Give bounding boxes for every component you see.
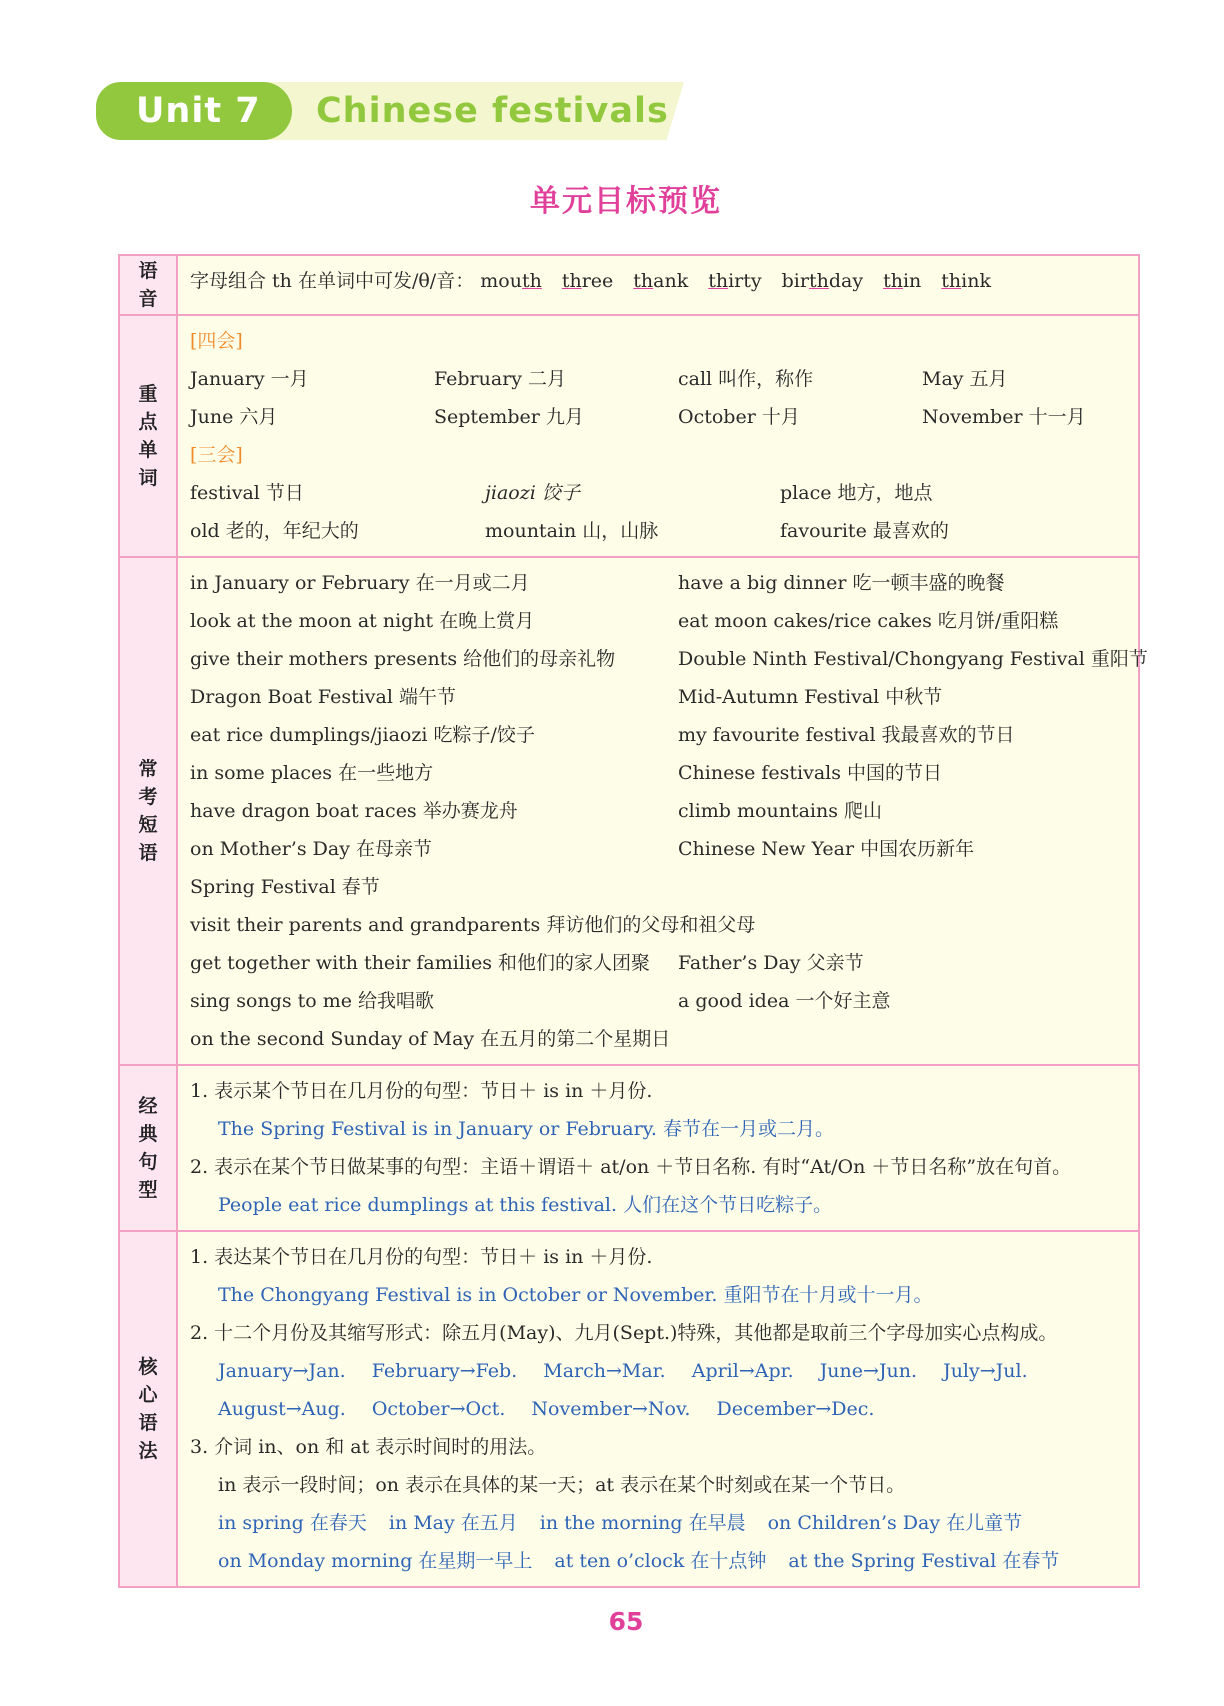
preposition-examples <box>190 1504 1128 1542</box>
phrase-item: Father’s Day 父亲节 <box>678 952 864 974</box>
preposition-example: on Children’s Day 在儿童节 <box>767 1512 1023 1534</box>
phrases-category: 常考短语 <box>119 557 177 1065</box>
phrase-item: my favourite festival 我最喜欢的节日 <box>678 724 1015 746</box>
grammar-row <box>119 1231 1139 1587</box>
vocab-word: festival 节日 <box>190 482 304 504</box>
vocab-word: call 叫作，称作 <box>678 368 814 390</box>
phonics-word: three <box>561 270 614 292</box>
phrase-item: Chinese festivals 中国的节日 <box>678 762 943 784</box>
phrase-item: eat moon cakes/rice cakes 吃月饼/重阳糕 <box>678 610 1059 632</box>
phrase-item: sing songs to me 给我唱歌 <box>190 990 435 1012</box>
grammar-content <box>177 1231 1139 1587</box>
vocabulary-row <box>119 315 1139 557</box>
month-abbreviation: April→Apr. <box>691 1360 794 1382</box>
month-abbreviation: November→Nov. <box>531 1398 691 1420</box>
vocabulary-content <box>177 315 1139 557</box>
phrase-item: climb mountains 爬山 <box>678 800 883 822</box>
phrase-item: look at the moon at night 在晚上赏月 <box>190 610 535 632</box>
month-abbreviation: January→Jan. <box>218 1360 346 1382</box>
phonics-word: birthday <box>781 270 864 292</box>
month-abbreviation: June→Jun. <box>819 1360 918 1382</box>
phonics-th: th <box>708 270 729 292</box>
phonics-category: 语音 <box>119 255 177 315</box>
sentence-rule: 1. 表示某个节日在几月份的句型：节日＋ is in ＋月份. <box>190 1080 653 1102</box>
phrases-content <box>177 557 1148 1065</box>
month-abbreviation: February→Feb. <box>371 1360 518 1382</box>
page-heading: 单元目标预览 <box>530 184 722 219</box>
vocab-word-italic: jiaozi 饺子 <box>485 482 580 504</box>
phrase-item: a good idea 一个好主意 <box>678 990 891 1012</box>
phonics-th: th <box>941 270 962 292</box>
vocab-word: May 五月 <box>922 368 1008 390</box>
phrase-item <box>678 1020 1138 1058</box>
grammar-example: The Chongyang Festival is in October or November. 重阳节在十月或十一月。 <box>218 1284 933 1306</box>
month-abbreviations <box>190 1352 1128 1390</box>
phrase-item: get together with their families 和他们的家人团聚 <box>190 952 651 974</box>
phonics-word: thirty <box>708 270 762 292</box>
unit-banner <box>96 82 684 140</box>
vocab-word: September 九月 <box>434 406 584 428</box>
unit-title: Chinese festivals <box>316 91 669 131</box>
vocab-word: October 十月 <box>678 406 800 428</box>
phrase-item: have dragon boat races 举办赛龙舟 <box>190 800 518 822</box>
page-number: 65 <box>608 1607 644 1636</box>
phonics-word: thin <box>883 270 922 292</box>
phonics-word: mouth <box>480 270 542 292</box>
phrase-item: Dragon Boat Festival 端午节 <box>190 686 456 708</box>
vocab-word: old 老的，年纪大的 <box>190 520 359 542</box>
grammar-rule: 1. 表达某个节日在几月份的句型：节日＋ is in ＋月份. <box>190 1246 653 1268</box>
three-skills-tag: [三会] <box>190 444 243 466</box>
phrase-item <box>678 868 1138 906</box>
phonics-th: th <box>633 270 654 292</box>
phonics-th: th <box>521 270 542 292</box>
preposition-example: in spring 在春天 <box>218 1512 367 1534</box>
phrase-item <box>678 906 1138 944</box>
sentence-example: The Spring Festival is in January or February. 春节在一月或二月。 <box>218 1118 834 1140</box>
month-abbreviation: July→Jul. <box>943 1360 1028 1382</box>
phonics-word: thank <box>633 270 689 292</box>
phonics-words <box>480 270 1011 292</box>
four-skills-tag: [四会] <box>190 330 243 352</box>
preposition-example: at the Spring Festival 在春节 <box>788 1550 1060 1572</box>
phrase-item: have a big dinner 吃一顿丰盛的晚餐 <box>678 572 1005 594</box>
unit-label: Unit 7 <box>96 82 292 140</box>
month-abbreviations <box>190 1390 1128 1428</box>
sentence-example: People eat rice dumplings at this festival. 人们在这个节日吃粽子。 <box>218 1194 833 1216</box>
phonics-th: th <box>883 270 903 292</box>
sentences-row <box>119 1065 1139 1231</box>
phrase-item: Spring Festival 春节 <box>190 876 380 898</box>
phrase-item: give their mothers presents 给他们的母亲礼物 <box>190 648 616 670</box>
month-abbreviation: December→Dec. <box>716 1398 875 1420</box>
phonics-rule: 字母组合 th 在单词中可发/θ/音： <box>190 270 475 292</box>
four-skills-words <box>190 360 1128 436</box>
vocab-word: January 一月 <box>190 368 309 390</box>
preposition-example: on Monday morning 在星期一早上 <box>218 1550 533 1572</box>
vocab-word: June 六月 <box>190 406 278 428</box>
phonics-content <box>177 255 1139 315</box>
preposition-examples <box>190 1542 1128 1580</box>
vocab-word: November 十一月 <box>922 406 1086 428</box>
vocabulary-category: 重点单词 <box>119 315 177 557</box>
phrase-item: Chinese New Year 中国农历新年 <box>678 838 975 860</box>
phrase-item: Mid-Autumn Festival 中秋节 <box>678 686 943 708</box>
vocab-word <box>485 474 780 512</box>
phonics-th: th <box>808 270 829 292</box>
vocab-word: place 地方，地点 <box>780 482 933 504</box>
grammar-rule: 2. 十二个月份及其缩写形式：除五月(May)、九月(Sept.)特殊，其他都是取前三个字母加实心点构成。 <box>190 1322 1058 1344</box>
month-abbreviation: October→Oct. <box>371 1398 506 1420</box>
grammar-category: 核心语法 <box>119 1231 177 1587</box>
vocab-word: mountain 山，山脉 <box>485 520 659 542</box>
preposition-example: in the morning 在早晨 <box>539 1512 746 1534</box>
grammar-rule: 3. 介词 in、on 和 at 表示时间时的用法。 <box>190 1436 547 1458</box>
phonics-word: think <box>941 270 991 292</box>
phrases-grid <box>190 564 1148 1058</box>
phrase-item: on Mother’s Day 在母亲节 <box>190 838 432 860</box>
phrase-item: eat rice dumplings/jiaozi 吃粽子/饺子 <box>190 724 535 746</box>
phrases-row <box>119 557 1139 1065</box>
phrase-item: visit their parents and grandparents 拜访他们的父母和祖父母 <box>190 914 756 936</box>
phrase-item: in January or February 在一月或二月 <box>190 572 530 594</box>
phonics-th: th <box>561 270 582 292</box>
vocab-word: February 二月 <box>434 368 567 390</box>
grammar-explanation: in 表示一段时间；on 表示在具体的某一天；at 表示在某个时刻或在某一个节日。 <box>218 1474 906 1496</box>
vocab-word: favourite 最喜欢的 <box>780 520 949 542</box>
preposition-example: at ten o’clock 在十点钟 <box>554 1550 767 1572</box>
month-abbreviation: March→Mar. <box>543 1360 666 1382</box>
phrase-item: Double Ninth Festival/Chongyang Festival 重阳节 <box>678 648 1148 670</box>
sentences-content <box>177 1065 1139 1231</box>
phrase-item: in some places 在一些地方 <box>190 762 434 784</box>
month-abbreviation: August→Aug. <box>218 1398 346 1420</box>
three-skills-words <box>190 474 1128 550</box>
sentence-rule: 2. 表示在某个节日做某事的句型：主语＋谓语＋ at/on ＋节日名称. 有时“At/On ＋节日名称”放在句首。 <box>190 1156 1072 1178</box>
sentences-category: 经典句型 <box>119 1065 177 1231</box>
preposition-example: in May 在五月 <box>388 1512 518 1534</box>
phrase-item: on the second Sunday of May 在五月的第二个星期日 <box>190 1028 671 1050</box>
overview-table <box>118 254 1148 1588</box>
phonics-row <box>119 255 1139 315</box>
